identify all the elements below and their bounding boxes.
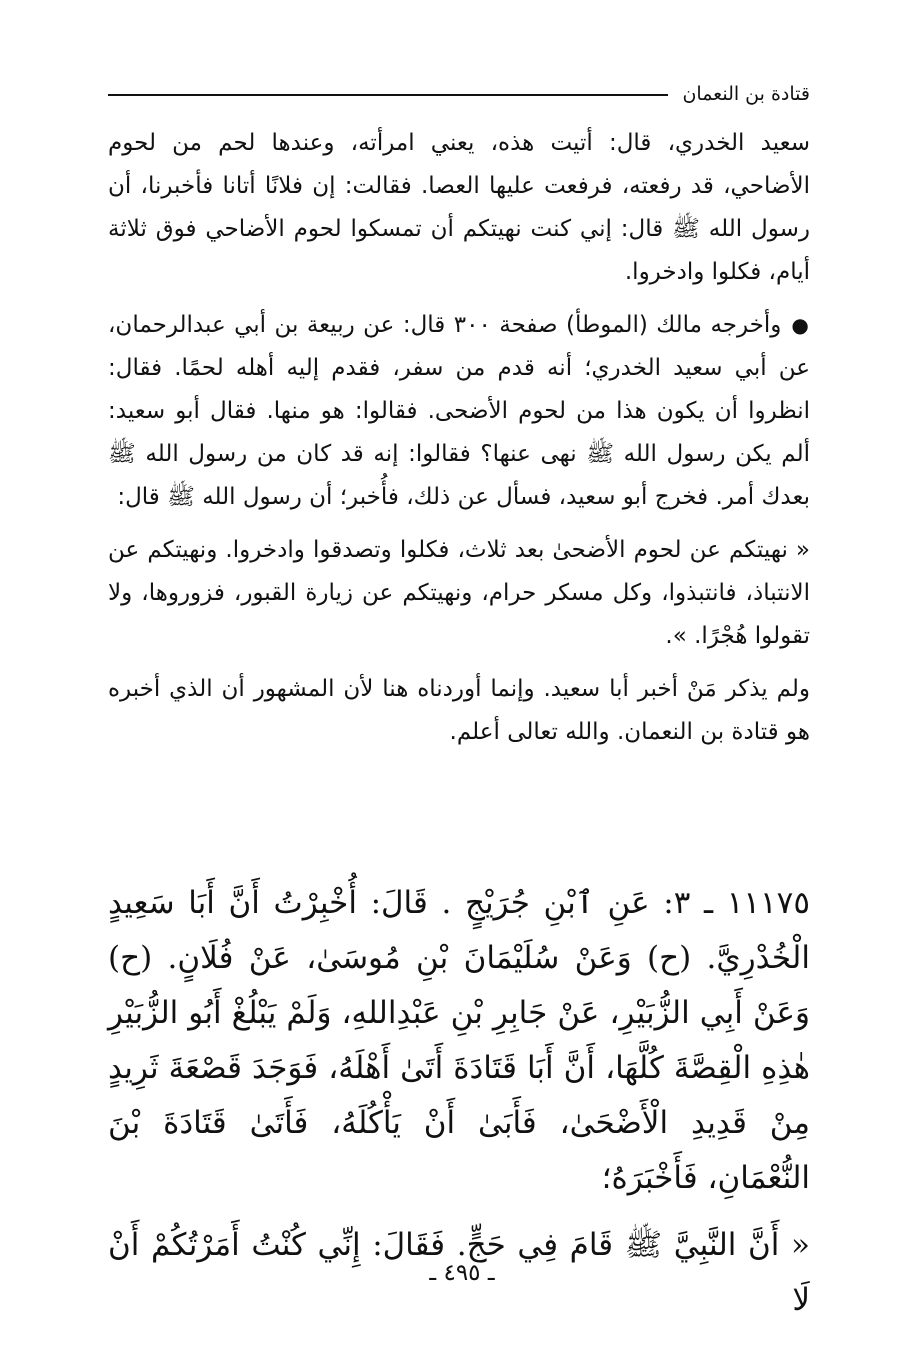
paragraph-3-quote: « نهيتكم عن لحوم الأضحىٰ بعد ثلاث، فكلوا وتصدقوا وادخروا. ونهيتكم عن الانتباذ، فانتبذوا، وكل مسكر حرام، ونهيتكم عن زيارة القبور، فزوروها، ولا تقولوا هُجْرًا. ».	[108, 537, 810, 649]
header-rule	[108, 94, 668, 96]
running-header	[108, 78, 810, 110]
paragraph-1: سعيد الخدري، قال: أتيت هذه، يعني امرأته، وعندها لحم من لحوم الأضاحي، قد رفعته، فرفعت عليها العصا. فقالت: إن فلانًا أتانا فأخبرنا، أن رسول الله ﷺ قال: إني كنت نهيتكم أن تمسكوا لحوم الأضاحي فوق ثلاثة أيام، فكلوا وادخروا.	[108, 130, 810, 285]
hadith-paragraph-2: « أَنَّ النَّبِيَّ ﷺ قَامَ فِي حَجٍّ. فَقَالَ: إِنِّي كُنْتُ أَمَرْتُكُمْ أَنْ لَا	[108, 1227, 810, 1318]
hadith-paragraph-1: ١١١٧٥ ـ ٣: عَنِ ٱبْنِ جُرَيْجٍ . قَالَ: أُخْبِرْتُ أَنَّ أَبَا سَعِيدٍ الْخُدْرِيَّ. (ح) وَعَنْ سُلَيْمَانَ بْنِ مُوسَىٰ، عَنْ فُلَانٍ. (ح) وَعَنْ أَبِي الزُّبَيْرِ، عَنْ جَابِرِ بْنِ عَبْدِاللهِ، وَلَمْ يَبْلُغْ أَبُو الزُّبَيْرِ هٰذِهِ الْقِصَّةَ كُلَّهَا، أَنَّ أَبَا قَتَادَةَ أَتَىٰ أَهْلَهُ، فَوَجَدَ قَصْعَةَ ثَرِيدٍ مِنْ قَدِيدِ الْأَضْحَىٰ، فَأَبَىٰ أَنْ يَأْكُلَهُ، فَأَتَىٰ قَتَادَةَ بْنَ النُّعْمَانِ، فَأَخْبَرَهُ؛	[108, 885, 810, 1196]
paragraph-4: ولم يذكر مَنْ أخبر أبا سعيد. وإنما أوردناه هنا لأن المشهور أن الذي أخبره هو قتادة بن النعمان. والله تعالى أعلم.	[108, 676, 810, 745]
page-number: ـ ٤٩٥ ـ	[429, 1260, 495, 1286]
commentary-text	[108, 122, 810, 754]
paragraph-2	[108, 304, 810, 519]
bullet-icon: ●	[791, 313, 810, 337]
header-title: قتادة بن النعمان	[682, 83, 810, 105]
paragraph-2-text: وأخرجه مالك (الموطأ) صفحة ٣٠٠ قال: عن ربيعة بن أبي عبدالرحمان، عن أبي سعيد الخدري؛ أنه قدم من سفر، فقدم إليه أهله لحمًا. فقال: انظروا أن يكون هذا من لحوم الأضحى. فقالوا: هو منها. فقال أبو سعيد: ألم يكن رسول الله ﷺ نهى عنها؟ فقالوا: إنه قد كان من رسول الله ﷺ بعدك أمر. فخرج أبو سعيد، فسأل عن ذلك، فأُخبر؛ أن رسول الله ﷺ قال:	[108, 312, 810, 510]
